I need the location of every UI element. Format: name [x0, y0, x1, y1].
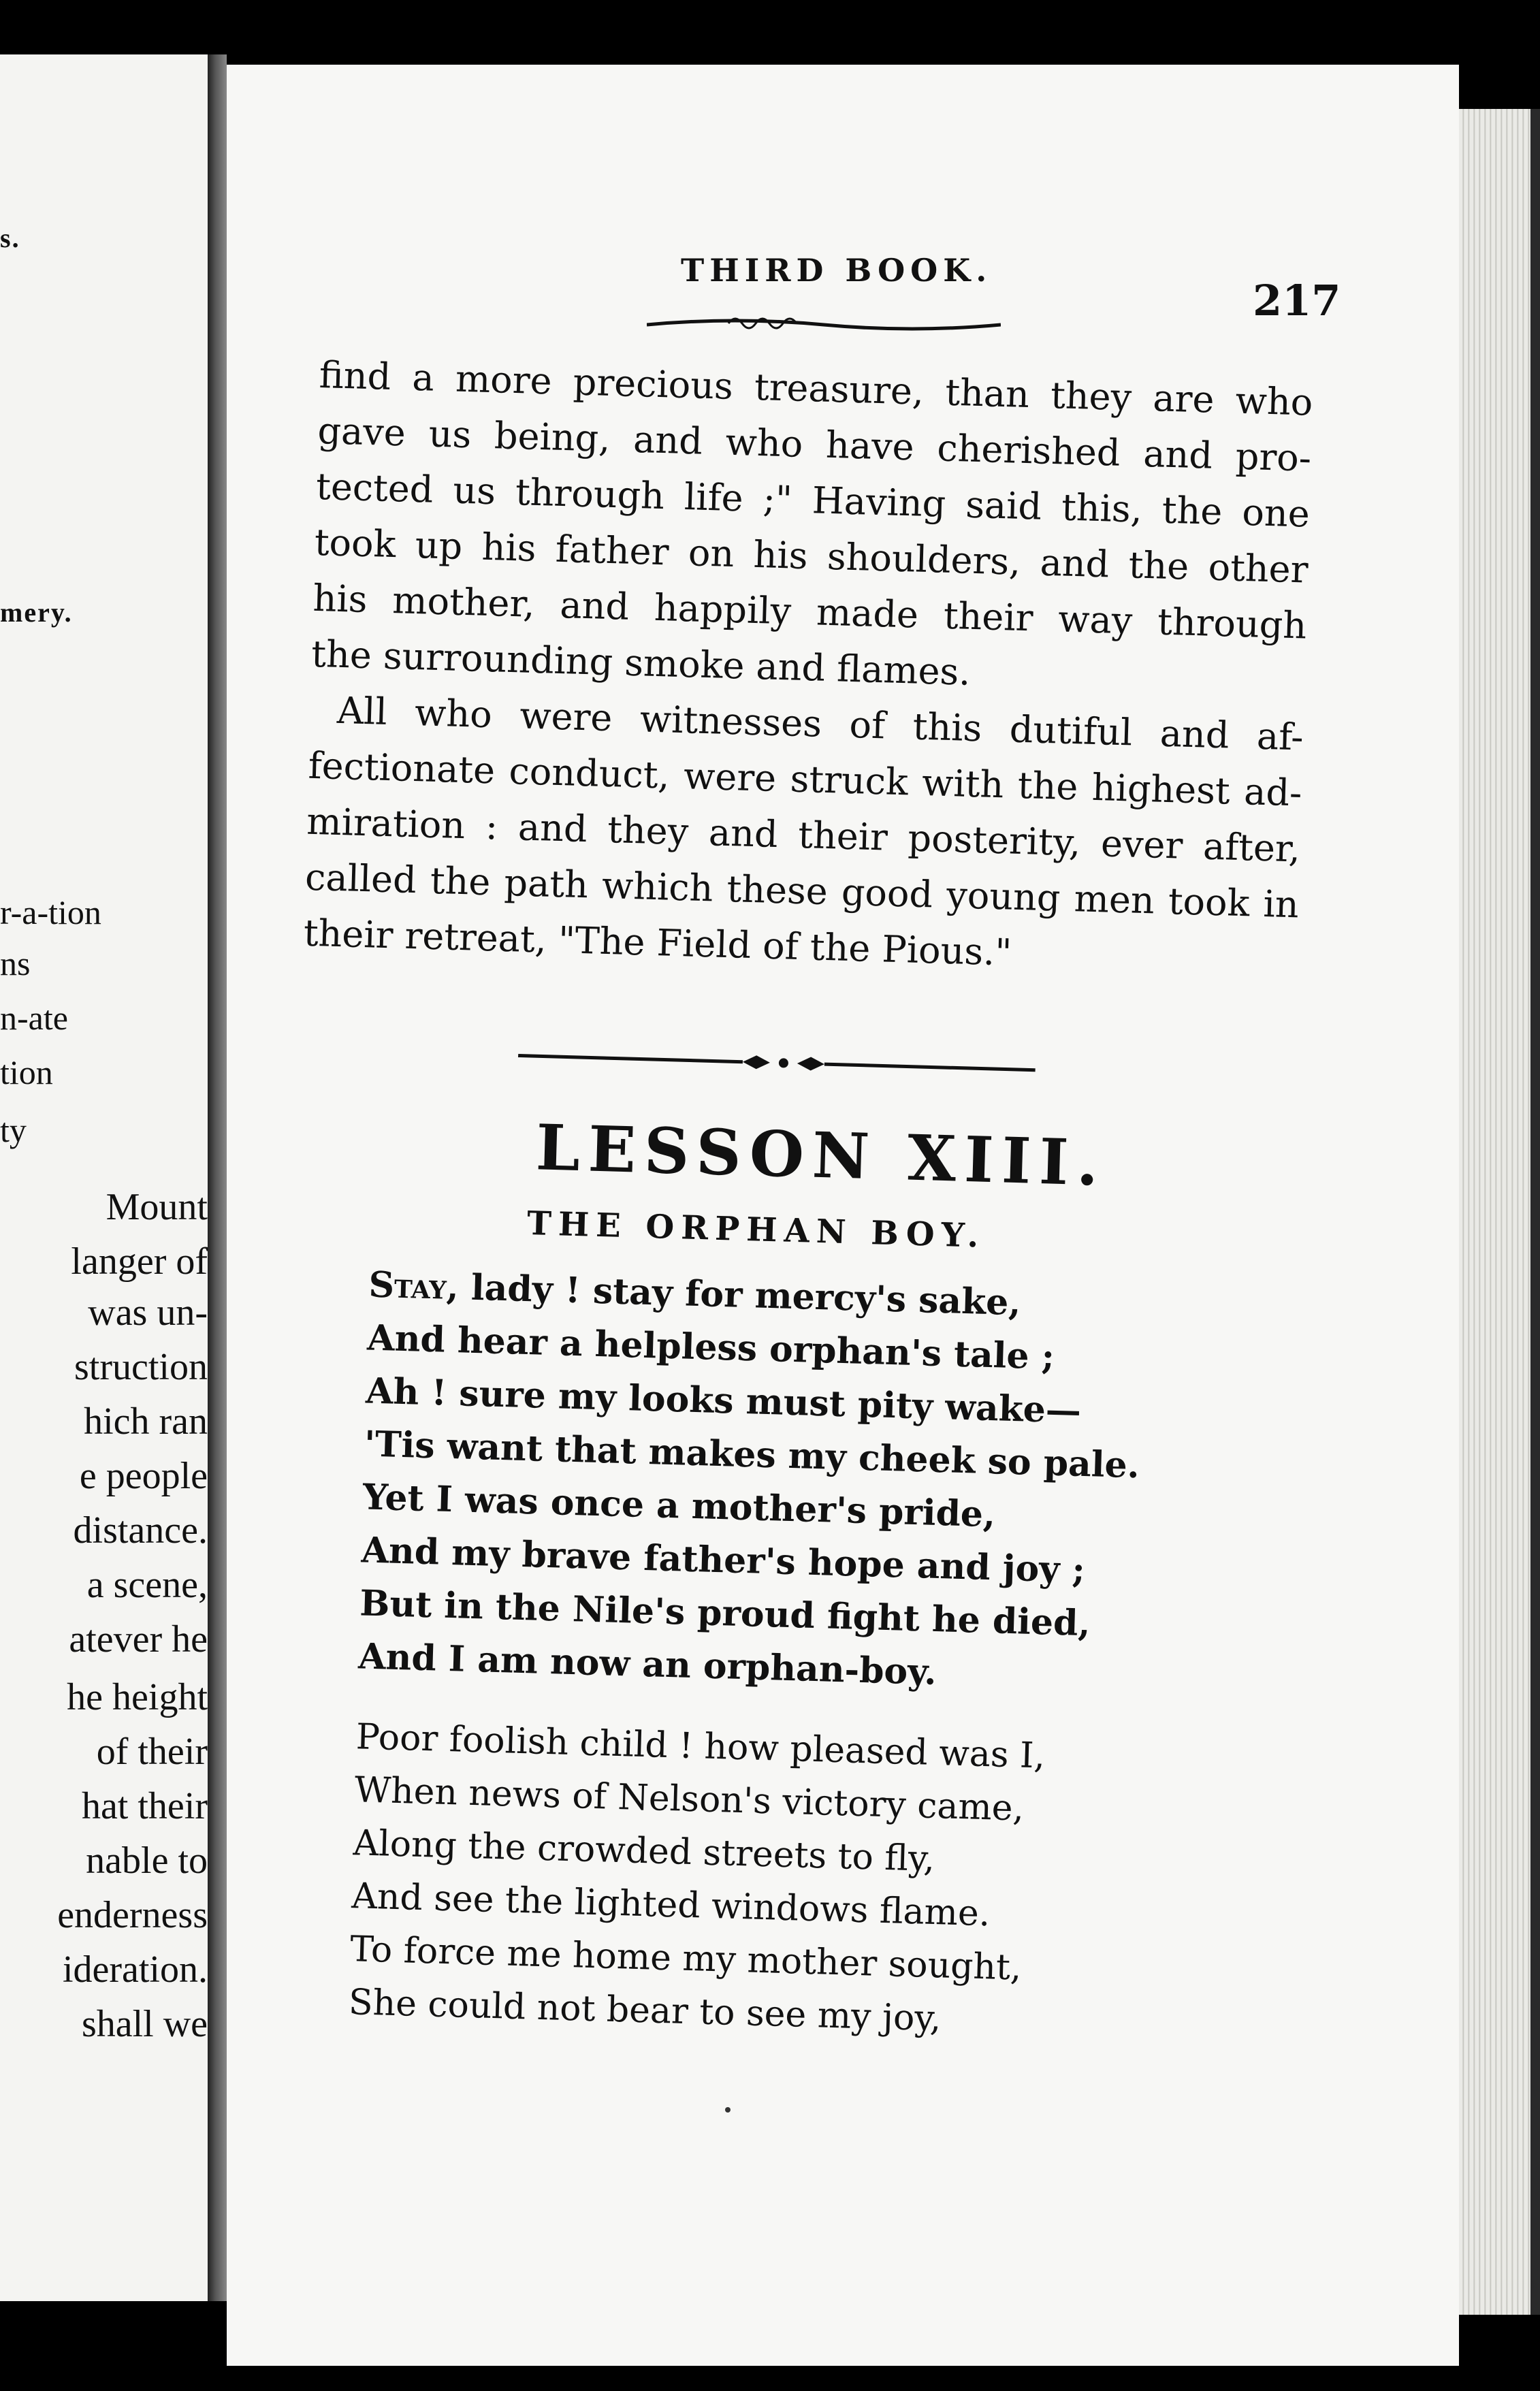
text-line: gave us being, and who have cherished and pro-: [317, 408, 1312, 480]
left-fragment: s.: [0, 223, 20, 253]
left-fragment: Mount: [106, 1186, 208, 1228]
text-line: took up his father on his shoulders, and the other: [314, 520, 1309, 592]
poem-line: But in the Nile's proud fight he died,: [359, 1582, 1091, 1645]
left-fragment: enderness: [57, 1894, 208, 1936]
left-page-fragment: [0, 54, 208, 2301]
left-fragment: nable to: [86, 1840, 208, 1882]
poem-line: When news of Nelson's victory came,: [354, 1769, 1025, 1829]
text-line: the surrounding smoke and flames.: [310, 632, 972, 694]
poem: [348, 1259, 1288, 2055]
left-fragment: distance.: [73, 1509, 208, 1552]
text-line: tected us through life ;" Having said this, the one: [315, 464, 1311, 536]
poem-line: And hear a helpless orphan's tale ;: [366, 1317, 1055, 1378]
page-number: 217: [1253, 276, 1341, 325]
text-line: his mother, and happily made their way through: [312, 576, 1308, 647]
poem-line: Ah ! sure my looks must pity wake—: [365, 1370, 1082, 1432]
text-line: called the path which these good young men took in: [304, 855, 1300, 927]
poem-line: And I am now an orphan-boy.: [357, 1635, 937, 1694]
page-edge-shadow: [1530, 109, 1540, 2315]
text-line: their retreat, "The Field of the Pious.": [303, 911, 1012, 974]
head-ornament: [647, 310, 1001, 337]
poem-line: Along the crowded streets to fly,: [352, 1823, 935, 1880]
poem-line: Poor foolish child ! how pleased was I,: [355, 1716, 1046, 1777]
left-fragment: hich ran: [84, 1400, 208, 1443]
poem-line: And see the lighted windows flame.: [351, 1876, 991, 1935]
lesson-title: LESSON XIII.: [534, 1110, 1108, 1200]
paragraph-2: [303, 682, 1304, 989]
text-line: fectionate conduct, were struck with the highest ad-: [307, 743, 1303, 815]
left-fragment: tion: [0, 1053, 53, 1091]
running-head: THIRD BOOK.: [681, 252, 993, 289]
left-fragment: mery.: [0, 597, 73, 628]
print-speck: [725, 2107, 731, 2113]
page-edge: [1459, 109, 1530, 2315]
poem-line: Yet I was once a mother's pride,: [362, 1476, 996, 1536]
text-line: miration : and they and their posterity, ever after,: [306, 799, 1301, 871]
paragraph-1: [310, 347, 1313, 710]
poem-line: And my brave father's hope and joy ;: [360, 1529, 1086, 1592]
left-fragment: ty: [0, 1111, 27, 1149]
left-fragment: langer of: [71, 1240, 208, 1283]
left-fragment: hat their: [81, 1785, 208, 1827]
left-fragment: he height: [67, 1676, 208, 1718]
left-fragment: was un-: [88, 1291, 208, 1334]
lesson-subtitle: THE ORPHAN BOY.: [526, 1204, 986, 1255]
left-fragment: shall we: [81, 2003, 208, 2045]
poem-line: She could not bear to see my joy,: [348, 1982, 942, 2040]
poem-first-line-rest: , lady ! stay for mercy's sake,: [445, 1266, 1022, 1324]
left-fragment: struction: [74, 1346, 208, 1388]
left-fragment: e people: [79, 1455, 208, 1497]
poem-first-word: Stay: [368, 1264, 447, 1308]
left-fragment: n-ate: [0, 999, 68, 1037]
left-fragment: a scene,: [86, 1564, 208, 1606]
book-spine: [208, 54, 227, 2301]
section-divider: [518, 1042, 1036, 1084]
text-line: find a more precious treasure, than they are who: [318, 353, 1314, 424]
poem-line: To force me home my mother sought,: [349, 1929, 1023, 1989]
text-line: All who were witnesses of this dutiful and af-: [336, 688, 1304, 759]
poem-line: 'Tis want that makes my cheek so pale.: [364, 1423, 1140, 1487]
poem-stanza-1: [357, 1259, 1288, 1709]
left-fragment: r-a-tion: [0, 893, 101, 931]
left-fragment: atever he: [69, 1618, 208, 1660]
left-fragment: of their: [96, 1731, 208, 1773]
poem-stanza-2: [348, 1710, 1276, 2055]
left-fragment: ns: [0, 944, 31, 982]
text-block: [273, 347, 1313, 2055]
left-fragment: ideration.: [62, 1948, 208, 1991]
